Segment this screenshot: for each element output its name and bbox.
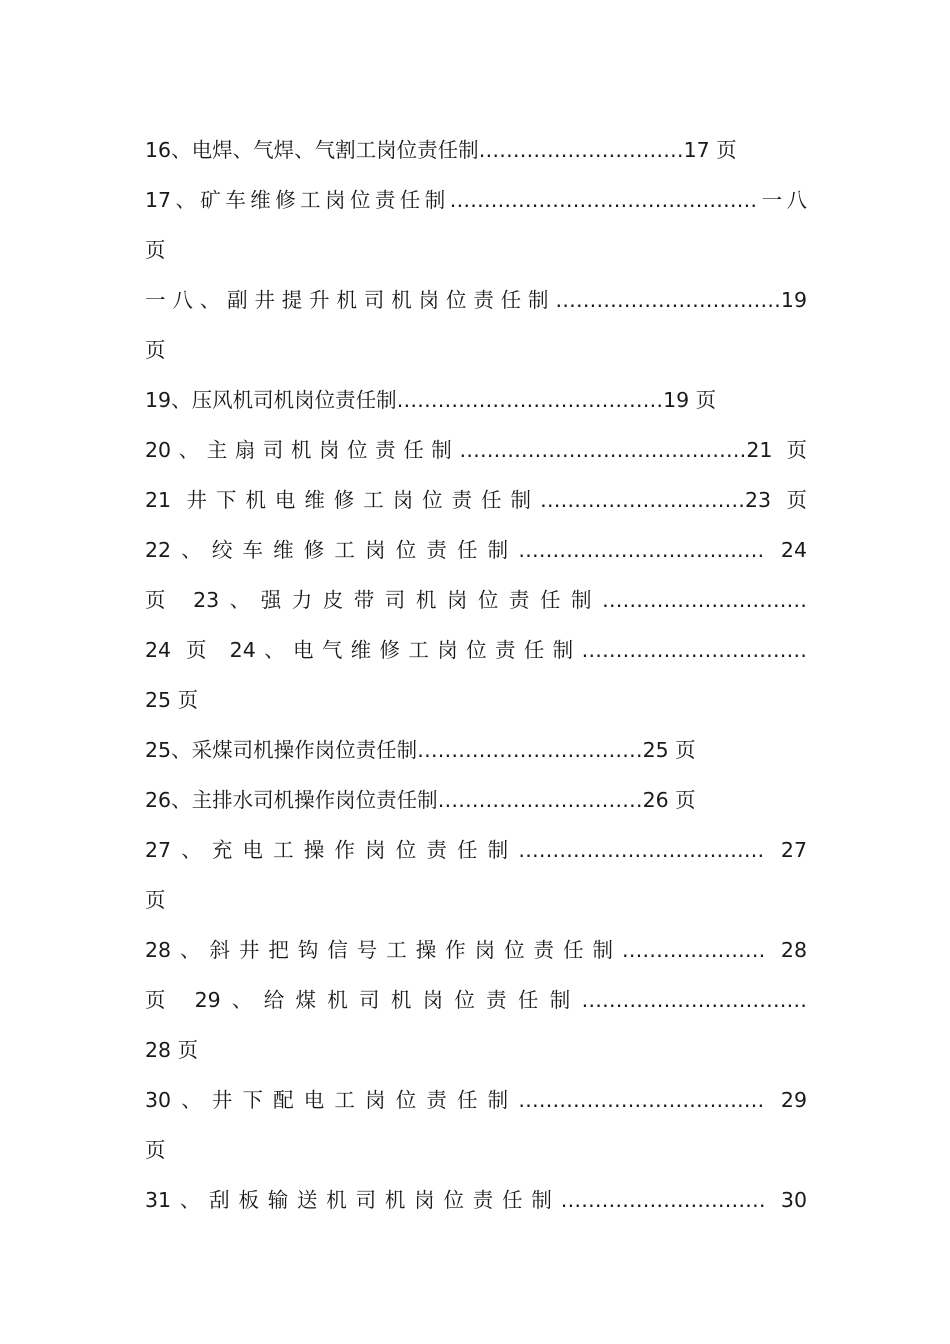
toc-line: 一八、副井提升机司机岗位责任制……………………………19 bbox=[145, 288, 807, 312]
toc-line: 页 bbox=[145, 338, 166, 362]
toc-line: 31、刮板输送机司机岗位责任制………………………… 30 bbox=[145, 1188, 807, 1212]
toc-line: 24 页 24、电气维修工岗位责任制…………………………… bbox=[145, 638, 807, 662]
toc-line: 25、采煤司机操作岗位责任制……………………………25 页 bbox=[145, 738, 696, 762]
toc-line: 28、斜井把钩信号工操作岗位责任制………………… 28 bbox=[145, 938, 807, 962]
toc-line: 22、绞车维修工岗位责任制……………………………… 24 bbox=[145, 538, 807, 562]
toc-line: 16、电焊、气焊、气割工岗位责任制…………………………17 页 bbox=[145, 138, 737, 162]
toc-line: 17、矿车维修工岗位责任制………………………………………一八 bbox=[145, 188, 807, 212]
toc-line: 27、充电工操作岗位责任制……………………………… 27 bbox=[145, 838, 807, 862]
toc-line: 21 井下机电维修工岗位责任制…………………………23 页 bbox=[145, 488, 807, 512]
toc-line: 25 页 bbox=[145, 688, 199, 712]
toc-line: 页 bbox=[145, 888, 166, 912]
toc-line: 页 29、给煤机司机岗位责任制…………………………… bbox=[145, 988, 807, 1012]
toc-line: 页 23、强力皮带司机岗位责任制………………………… bbox=[145, 588, 807, 612]
toc-line: 30、井下配电工岗位责任制……………………………… 29 bbox=[145, 1088, 807, 1112]
table-of-contents bbox=[145, 125, 807, 1225]
toc-line: 页 bbox=[145, 1138, 166, 1162]
toc-line: 19、压风机司机岗位责任制…………………………………19 页 bbox=[145, 388, 717, 412]
toc-line: 页 bbox=[145, 238, 166, 262]
toc-line: 26、主排水司机操作岗位责任制…………………………26 页 bbox=[145, 788, 696, 812]
toc-line: 20、主扇司机岗位责任制……………………………………21 页 bbox=[145, 438, 807, 462]
toc-line: 28 页 bbox=[145, 1038, 199, 1062]
